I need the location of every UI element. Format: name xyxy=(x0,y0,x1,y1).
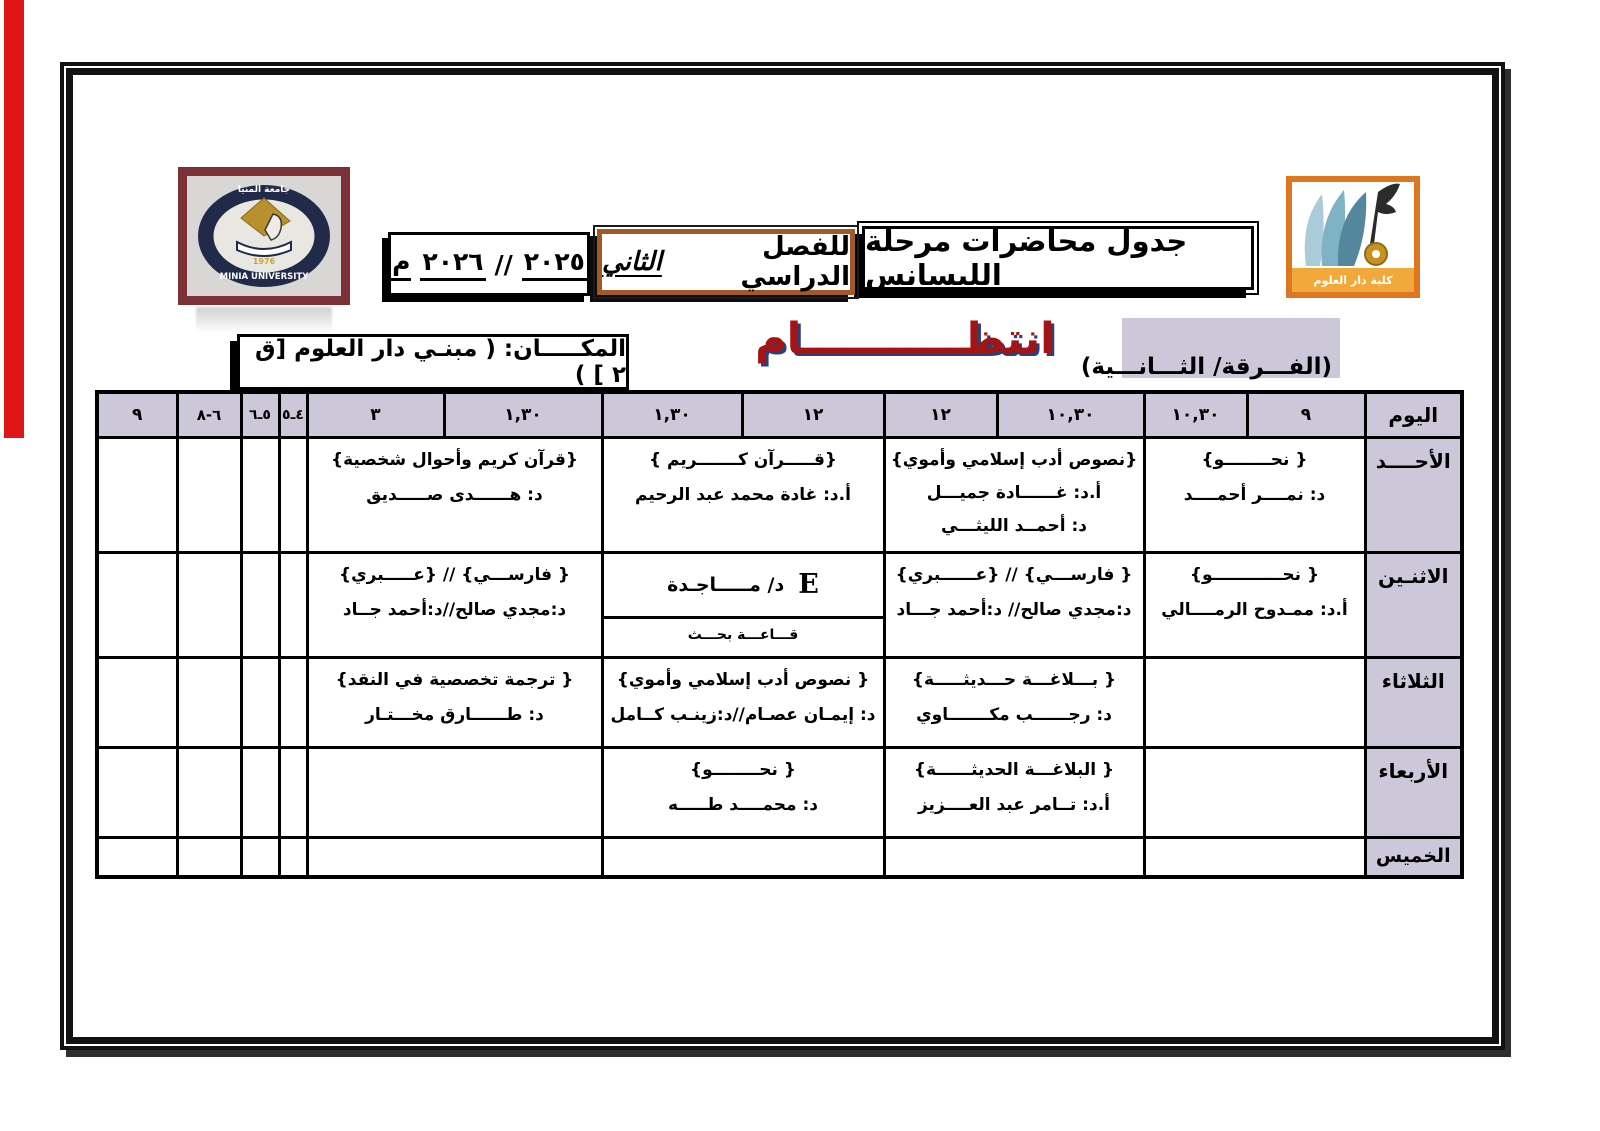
lecturer-name: د:مجدي صالح// د:أحمد جـــاد xyxy=(896,599,1132,620)
table-row-thursday xyxy=(97,837,1462,877)
time-header: ٩ xyxy=(97,392,177,437)
lecture-cell xyxy=(884,657,1144,747)
semester-box xyxy=(597,229,855,295)
minia-university-emblem-icon xyxy=(187,176,341,296)
empty-cell xyxy=(241,837,279,877)
lecture-cell xyxy=(1144,437,1365,552)
lecturer-name: د: طــــــارق مخـــتـار xyxy=(365,704,544,725)
empty-cell xyxy=(97,437,177,552)
empty-cell xyxy=(177,747,241,837)
year-to: ٢٠٢٦ xyxy=(420,247,485,281)
left-red-margin-bar xyxy=(4,0,24,438)
minia-university-logo xyxy=(178,167,350,305)
dar-aluloom-faculty-logo xyxy=(1286,176,1420,298)
lecturer-name: أ.د: تــامر عبد العــــزيز xyxy=(917,794,1110,815)
empty-cell xyxy=(279,552,307,657)
day-cell: الأربعاء xyxy=(1365,747,1462,837)
course-title: {قرآن كريم وأحوال شخصية} xyxy=(330,449,579,470)
minia-logo-english-name: MINIA UNIVERSITY xyxy=(219,272,309,282)
empty-cell xyxy=(97,747,177,837)
lecturer-name: أ.د: غادة محمد عبد الرحيم xyxy=(635,484,851,505)
empty-cell xyxy=(602,837,884,877)
empty-cell xyxy=(884,837,1144,877)
empty-cell xyxy=(177,837,241,877)
academic-year-box xyxy=(388,232,590,296)
table-row-wednesday xyxy=(97,747,1462,837)
course-title: {نصوص أدب إسلامي وأموي} xyxy=(890,449,1138,470)
course-latin-letter: E xyxy=(798,569,819,600)
empty-cell xyxy=(279,747,307,837)
lecture-cell xyxy=(602,657,884,747)
time-header: ١٠,٣٠ xyxy=(1144,392,1247,437)
lecturer-name: د: أحمــد الليثـــي xyxy=(941,515,1087,536)
empty-cell xyxy=(1144,747,1365,837)
lecturer-name: د: رجــــــب مكـــــــاوي xyxy=(916,704,1112,725)
course-title: { نصوص أدب إسلامي وأموي} xyxy=(616,669,870,690)
lecturer-name: د: نمــــر أحمــــد xyxy=(1183,484,1326,505)
lecturer-name: د: هــــــدى صـــــديق xyxy=(366,484,543,505)
lecturer-name: د: محمــــد طـــــه xyxy=(668,794,818,815)
table-row-sunday xyxy=(97,437,1462,552)
time-header: ١٢ xyxy=(742,392,884,437)
course-title: { نحــــــــو} xyxy=(690,759,796,780)
time-header: ١,٣٠ xyxy=(602,392,742,437)
empty-cell xyxy=(279,657,307,747)
lecture-cell xyxy=(307,552,602,657)
empty-cell xyxy=(97,837,177,877)
location-box xyxy=(237,334,629,390)
empty-cell xyxy=(241,552,279,657)
year-from: ٢٠٢٥ xyxy=(522,247,587,281)
schedule-table-wrap xyxy=(95,390,1464,879)
empty-cell xyxy=(177,437,241,552)
lecture-cell xyxy=(602,437,884,552)
time-header-row xyxy=(97,392,1462,437)
course-title: { فارســـي} // {عــــــبري} xyxy=(895,564,1133,585)
time-header: ٩ xyxy=(1247,392,1365,437)
lecture-cell xyxy=(884,437,1144,552)
empty-cell xyxy=(241,747,279,837)
lecture-cell xyxy=(1144,552,1365,657)
year-separator: // xyxy=(494,249,513,279)
time-header: ٦-٨ xyxy=(177,392,241,437)
minia-logo-arabic-name: جامعة المنيا xyxy=(237,185,291,195)
lecturer-name: د:مجدي صالح//د:أحمد جــاد xyxy=(342,599,567,620)
grade-band-text: (الفـــرقة/ الثـــانـــية) xyxy=(1080,354,1332,380)
empty-cell xyxy=(241,437,279,552)
dar-aluloom-emblem-icon xyxy=(1292,182,1414,292)
semester-text: للفصل الدراسي xyxy=(740,232,850,292)
year-era: م xyxy=(391,247,411,281)
empty-cell xyxy=(97,657,177,747)
lecture-room-note: قـــاعـــة بحـــث xyxy=(604,616,883,643)
empty-cell xyxy=(177,657,241,747)
day-cell: الأحــــد xyxy=(1365,437,1462,552)
lecture-cell xyxy=(307,657,602,747)
empty-cell xyxy=(307,747,602,837)
table-row-tuesday xyxy=(97,657,1462,747)
faculty-logo-label: كلية دار العلوم xyxy=(1313,274,1393,287)
time-header: ١٢ xyxy=(884,392,997,437)
semester-emphasis: الثاني xyxy=(602,247,662,277)
schedule-title-box xyxy=(862,226,1254,290)
time-header: ١٠,٣٠ xyxy=(997,392,1144,437)
course-title: { بـــلاغـــة حـــديثـــــة} xyxy=(911,669,1117,690)
course-title: { ترجمة تخصصية في النقد} xyxy=(335,669,574,690)
day-cell: الخميس xyxy=(1365,837,1462,877)
grade-band xyxy=(1080,318,1340,380)
day-cell: الثلاثاء xyxy=(1365,657,1462,747)
lecturer-name: د/ مـــــاجـدة xyxy=(667,573,785,596)
lecture-cell xyxy=(307,437,602,552)
schedule-title: جدول محاضرات مرحلة الليسانس xyxy=(865,224,1188,292)
course-title: { نحــــــــو} xyxy=(1201,449,1308,470)
empty-cell xyxy=(307,837,602,877)
lecturer-name: د: إيمـان عصـام//د:زينـب كــامل xyxy=(610,704,876,725)
lecturer-name: أ.د: ممـدوح الرمــــالي xyxy=(1161,599,1348,620)
time-header: ١,٣٠ xyxy=(444,392,602,437)
empty-cell xyxy=(1144,837,1365,877)
time-header: ٥ـ٦ xyxy=(241,392,279,437)
attendance-type-label: انتظـــــــــــام xyxy=(755,314,1055,364)
empty-cell xyxy=(241,657,279,747)
minia-logo-year: 1976 xyxy=(252,257,276,266)
course-title: {قـــــرآن كـــــــريم } xyxy=(649,449,837,470)
course-title: { البلاغـــة الحديثــــــة} xyxy=(913,759,1115,780)
table-row-monday xyxy=(97,552,1462,657)
lecture-top-part xyxy=(604,554,883,616)
time-header: ٣ xyxy=(307,392,444,437)
schedule-table xyxy=(95,390,1464,879)
empty-cell xyxy=(279,837,307,877)
lecture-cell xyxy=(602,747,884,837)
lecturer-name: أ.د: غــــــادة جميـــل xyxy=(926,482,1102,503)
course-title: { نحــــــــــــو} xyxy=(1189,564,1320,585)
course-title: { فارســـي} // {عـــــبري} xyxy=(339,564,570,585)
lecture-cell xyxy=(884,552,1144,657)
empty-cell xyxy=(97,552,177,657)
time-header: ٤ـ٥ xyxy=(279,392,307,437)
empty-cell xyxy=(279,437,307,552)
lecture-cell-split xyxy=(602,552,884,657)
location-text: المكـــــان: ( مبنـي دار العلوم [ق ٢ ] ) xyxy=(255,336,626,388)
day-cell: الاثنـين xyxy=(1365,552,1462,657)
empty-cell xyxy=(1144,657,1365,747)
day-header-cell: اليوم xyxy=(1365,392,1462,437)
lecture-cell xyxy=(884,747,1144,837)
minia-logo-reflection xyxy=(196,307,332,333)
empty-cell xyxy=(177,552,241,657)
